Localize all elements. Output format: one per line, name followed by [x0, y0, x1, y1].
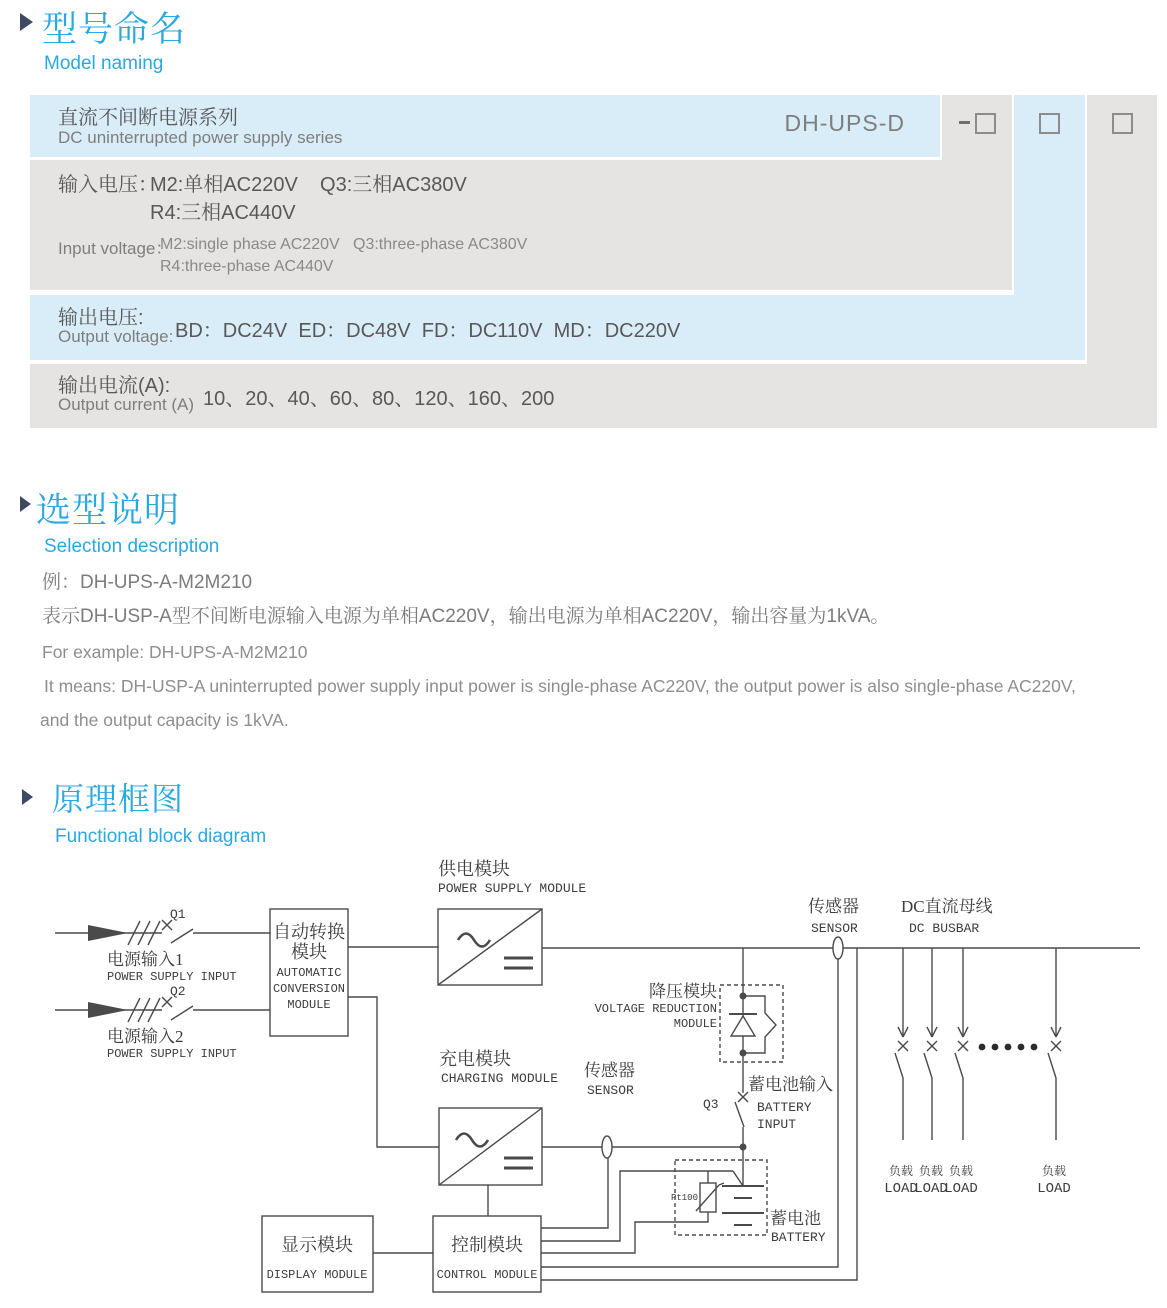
output-voltage-values: BD：DC24V ED：DC48V FD：DC110V MD：DC220V: [175, 320, 681, 342]
battery-input-switch: [735, 1092, 748, 1147]
dash-glyph: [959, 121, 970, 124]
label-load1-zh: 负载: [888, 1164, 914, 1178]
input-voltage-label-en: Input voltage：: [58, 239, 173, 258]
code-slot-1: [942, 95, 1012, 134]
label-load2-zh: 负载: [918, 1164, 944, 1178]
label-display-zh: 显示模块: [281, 1235, 353, 1255]
power-supply-module-box: [438, 909, 542, 985]
label-load4-en: LOAD: [1037, 1181, 1071, 1197]
label-acm-en1: AUTOMATIC: [276, 966, 342, 980]
section-title-model-naming: 型号命名: [42, 10, 187, 49]
label-battery-en: BATTERY: [771, 1230, 826, 1245]
section-title-diagram: 原理框图: [52, 781, 185, 817]
label-input1-zh: 电源输入1: [107, 950, 184, 969]
label-acm-en2: CONVERSION: [272, 982, 346, 996]
label-battery-input-en1: BATTERY: [757, 1100, 812, 1115]
label-busbar-en: DC BUSBAR: [909, 921, 980, 936]
placeholder-square: [1039, 113, 1060, 134]
charging-module-box: [439, 1108, 542, 1185]
label-busbar-zh: DC直流母线: [901, 897, 993, 916]
label-control-zh: 控制模块: [451, 1235, 523, 1255]
model-code: DH-UPS-D: [784, 110, 905, 136]
label-input2-zh: 电源输入2: [107, 1027, 184, 1046]
code-slot-3: [1087, 95, 1157, 134]
section-bullet-icon: [20, 496, 31, 512]
series-name-en: DC uninterrupted power supply series: [58, 128, 343, 147]
series-name-zh: 直流不间断电源系列: [58, 107, 238, 129]
input-voltage-values-zh-1: M2:单相AC220V Q3:三相AC380V: [150, 174, 467, 196]
selection-desc-en-2: and the output capacity is 1kVA.: [40, 710, 289, 730]
power-input-2: [55, 997, 270, 1022]
label-load1-en: LOAD: [884, 1181, 918, 1197]
output-current-label-en: Output current (A): [58, 395, 195, 414]
input-voltage-values-en-2: R4:three-phase AC440V: [160, 258, 334, 275]
label-sensor1-zh: 传感器: [808, 897, 859, 916]
section-subtitle-selection: Selection description: [44, 536, 220, 557]
label-acm-en3: MODULE: [287, 998, 331, 1012]
label-sensor2-en: SENSOR: [587, 1083, 634, 1098]
selection-desc-zh: 表示DH-USP-A型不间断电源输入电源为单相AC220V，输出电源为单相AC220V，输出容量为1kVA。: [42, 606, 890, 627]
label-q1: Q1: [170, 907, 186, 922]
label-pt100: Pt100: [670, 1193, 698, 1203]
placeholder-square: [1112, 113, 1133, 134]
code-slot-2: [1014, 95, 1085, 134]
label-load4-zh: 负载: [1041, 1164, 1067, 1178]
voltage-reduction-module-box: [720, 948, 783, 1093]
load-feeders: [895, 948, 1061, 1140]
input-voltage-label-zh: 输入电压：: [58, 174, 158, 196]
table-row-output-current-bg: [30, 364, 1157, 428]
label-acm-zh1: 自动转换: [273, 922, 345, 942]
section-subtitle-model-naming: Model naming: [44, 53, 164, 74]
section-subtitle-diagram: Functional block diagram: [55, 826, 267, 847]
label-display-en: DISPLAY MODULE: [266, 1268, 368, 1282]
output-voltage-label-en: Output voltage:: [58, 327, 174, 346]
label-input2-en: POWER SUPPLY INPUT: [107, 1047, 237, 1061]
label-battery-input-zh: 蓄电池输入: [748, 1075, 833, 1094]
selection-example-zh: 例：DH-UPS-A-M2M210: [42, 572, 253, 593]
placeholder-square: [975, 113, 996, 134]
label-acm-zh2: 模块: [291, 942, 327, 962]
selection-desc-en-1: It means: DH-USP-A uninterrupted power supply input power is single-phase AC220V, the output power is also single-phase AC220V,: [44, 676, 1076, 696]
label-control-en: CONTROL MODULE: [436, 1268, 538, 1282]
label-sensor2-zh: 传感器: [584, 1061, 635, 1080]
label-input1-en: POWER SUPPLY INPUT: [107, 970, 237, 984]
label-load2-en: LOAD: [914, 1181, 948, 1197]
label-load3-zh: 负载: [948, 1164, 974, 1178]
label-charging-module-en: CHARGING MODULE: [441, 1071, 559, 1086]
input-voltage-values-en-1: M2:single phase AC220V Q3:three-phase AC380V: [160, 236, 528, 253]
section-bullet-icon: [22, 789, 33, 805]
busbar-sensor-symbol: [833, 937, 843, 959]
section-title-selection: 选型说明: [36, 491, 181, 530]
label-vrm-en2: MODULE: [673, 1017, 717, 1031]
input-voltage-values-zh-2: R4:三相AC440V: [150, 202, 296, 224]
charging-sensor-symbol: [602, 1136, 612, 1158]
label-vrm-en1: VOLTAGE REDUCTION: [594, 1002, 717, 1016]
label-charging-module-zh: 充电模块: [439, 1049, 511, 1069]
label-q2: Q2: [170, 984, 186, 999]
output-current-label-zh: 输出电流(A):: [58, 375, 171, 397]
selection-example-en: For example: DH-UPS-A-M2M210: [42, 642, 308, 662]
section-bullet-icon: [20, 13, 33, 31]
label-power-module-zh: 供电模块: [438, 859, 510, 879]
label-sensor1-en: SENSOR: [811, 921, 858, 936]
power-input-1: [55, 920, 270, 945]
label-battery-zh: 蓄电池: [770, 1209, 821, 1228]
functional-block-diagram: [0, 850, 1167, 1308]
output-voltage-label-zh: 输出电压:: [58, 307, 144, 329]
output-current-values: 10、20、40、60、80、120、160、200: [203, 388, 555, 410]
label-power-module-en: POWER SUPPLY MODULE: [438, 881, 587, 896]
label-load3-en: LOAD: [944, 1181, 978, 1197]
label-q3: Q3: [703, 1097, 719, 1112]
label-battery-input-en2: INPUT: [757, 1117, 797, 1132]
label-vrm-zh: 降压模块: [649, 982, 717, 1001]
